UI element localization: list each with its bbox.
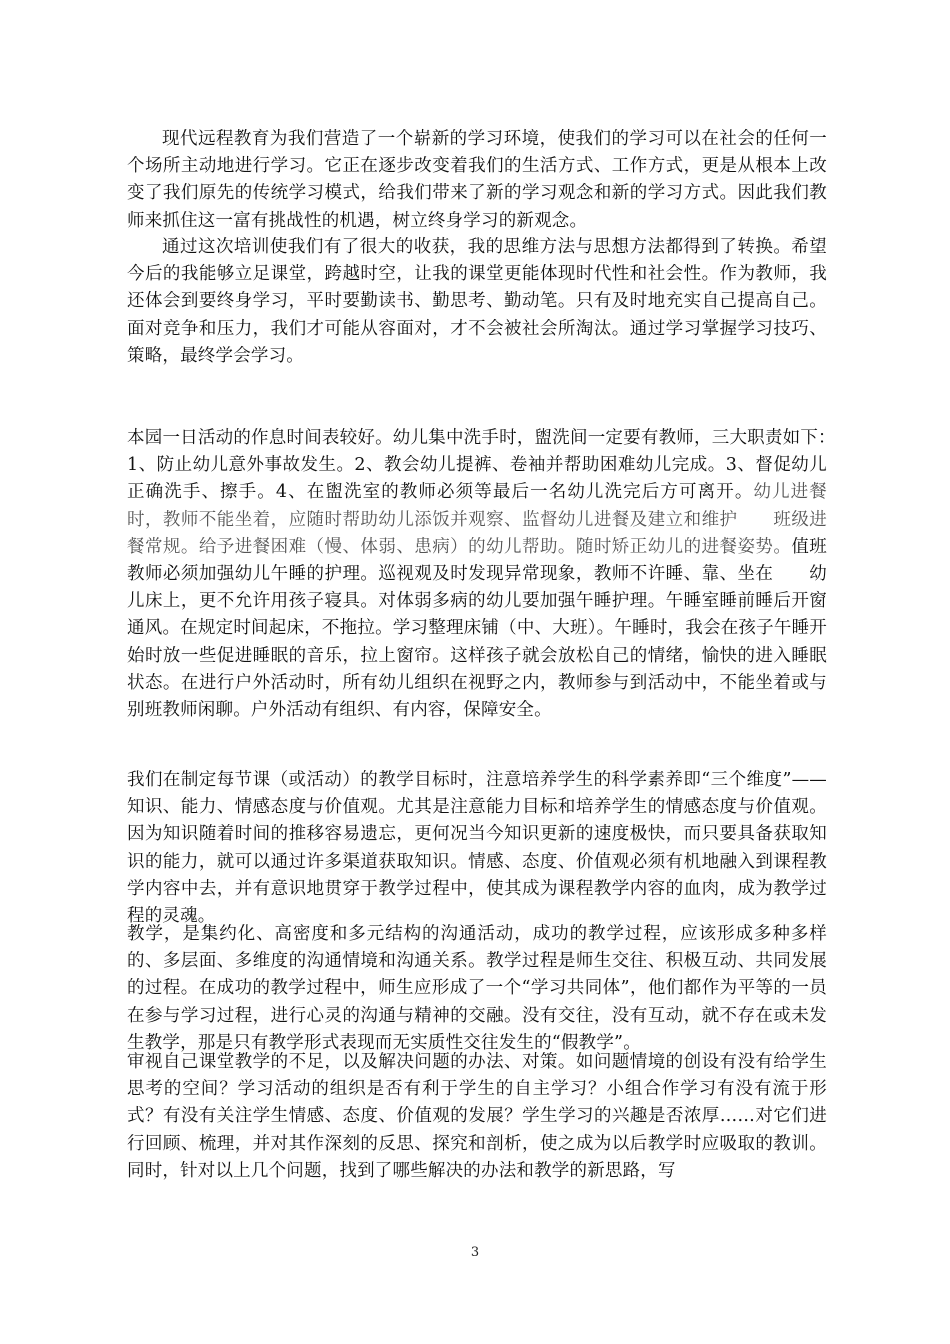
routine-handwashing-text: 本园一日活动的作息时间表较好。幼儿集中洗手时，盥洗间一定要有教师，三大职责如下： 1、防止幼儿意外事故发生。2、教会幼儿提裤、卷袖并帮助困难幼儿完成。3、督促幼儿正确洗手、擦手。4、在盥洗室的教师必须等最后一名幼儿洗完后方可离开。 bbox=[127, 428, 845, 503]
paragraph-remote-education: 现代远程教育为我们营造了一个崭新的学习环境，使我们的学习可以在社会的任何一个场所主动地进行学习。它正在逐步改变着我们的生活方式、工作方式，更是从根本上改变了我们原先的传统学习模式，给我们带来了新的学习观念和新的学习方式。因此我们教师来抓住这一富有挑战性的机遇，树立终身学习的新观念。 bbox=[127, 129, 827, 231]
paragraph-teaching-reflection: 审视自己课堂教学的不足，以及解决问题的办法、对策。如问题情境的创设有没有给学生思考的空间？学习活动的组织是否有利于学生的自主学习？小组合作学习有没有流于形式？有没有关注学生情感、态度、价值观的发展？学生学习的兴趣是否浓厚……对它们进行回顾、梳理，并对其作深刻的反思、探究和剖析，使之成为以后教学时应吸取的教训。同时，针对以上几个问题，找到了哪些解决的办法和教学的新思路，写 bbox=[127, 1052, 827, 1181]
routine-nap-outdoor-text: 值班教师必须加强幼儿午睡的护理。巡视观及时发现异常现象，教师不许睡、靠、坐在 幼儿床上，更不允许用孩子寝具。对体弱多病的幼儿要加强午睡护理。午睡室睡前睡后开窗通风。在规定时间起床，不拖拉。学习整理床铺（中、大班）。午睡时，我会在孩子午睡开始时放一些促进睡眠的音乐，拉上窗帘。这样孩子就会放松自己的情绪，愉快的进入睡眠状态。在进行户外活动时，所有幼儿组织在视野之内，教师参与到活动中，不能坐着或与别班教师闲聊。户外活动有组织、有内容，保障安全。 bbox=[127, 536, 827, 721]
paragraph-teaching-communication: 教学，是集约化、高密度和多元结构的沟通活动，成功的教学过程，应该形成多种多样的、多层面、多维度的沟通情境和沟通关系。教学过程是师生交往、积极互动、共同发展的过程。在成功的教学过程中，师生应形成了一个“学习共同体”，他们都作为平等的一员在参与学习过程，进行心灵的沟通与精神的交融。没有交往，没有互动，就不存在或未发生教学，那是只有教学形式表现而无实质性交往发生的“假教学”。 bbox=[127, 924, 827, 1053]
paragraph-training-gains: 通过这次培训使我们有了很大的收获，我的思维方法与思想方法都得到了转换。希望今后的我能够立足课堂，跨越时空，让我的课堂更能体现时代性和社会性。作为教师，我还体会到要终身学习，平时要勤读书、勤思考、勤动笔。只有及时地充实自己提高自己。面对竞争和压力，我们才可能从容面对，才不会被社会所淘汰。通过学习掌握学习技巧、策略，最终学会学习。 bbox=[127, 237, 827, 366]
paragraph-kindergarten-routine bbox=[127, 425, 845, 724]
routine-meal-text: 幼儿进餐时，教师不能坐着，应随时帮助幼儿添饭并观察、监督幼儿进餐及建立和维护 班级进餐常规。给予进餐困难（慢、体弱、患病）的幼儿帮助。随时矫正幼儿的进餐姿势。 bbox=[127, 482, 827, 557]
page-number: 3 bbox=[470, 1245, 480, 1260]
paragraph-teaching-goals: 我们在制定每节课（或活动）的教学目标时，注意培养学生的科学素养即“三个维度”——知识、能力、情感态度与价值观。尤其是注意能力目标和培养学生的情感态度与价值观。因为知识随着时间的推移容易遗忘，更何况当今知识更新的速度极快，而只要具备获取知识的能力，就可以通过许多渠道获取知识。情感、态度、价值观必须有机地融入到课程教学内容中去，并有意识地贯穿于教学过程中，使其成为课程教学内容的血肉，成为教学过程的灵魂。 bbox=[127, 770, 827, 927]
